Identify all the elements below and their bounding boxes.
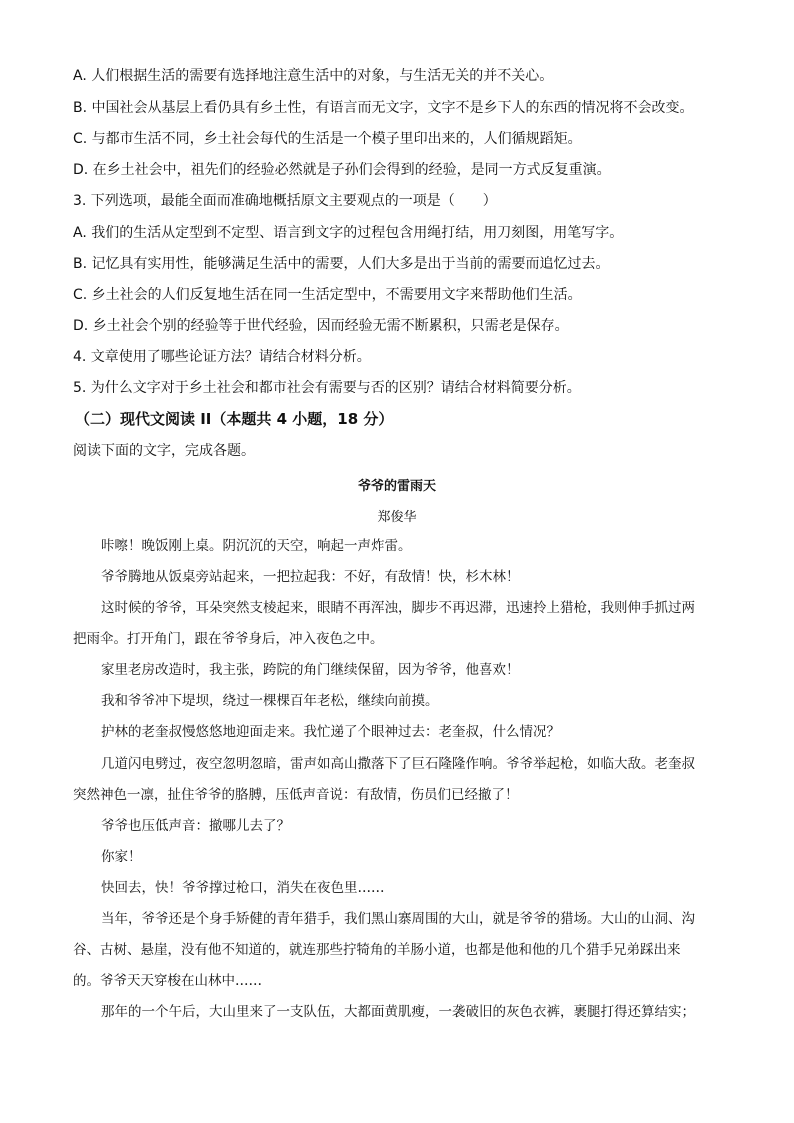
- story-paragraph: 快回去，快！爷爷撑过枪口，消失在夜色里……: [101, 880, 385, 896]
- q3-option-c: C. 乡土社会的人们反复地生活在同一生活定型中，不需要用文字来帮助他们生活。: [73, 287, 582, 303]
- story-paragraph: 你家！: [101, 849, 142, 865]
- q2-option-a: A. 人们根据生活的需要有选择地注意生活中的对象，与生活无关的并不关心。: [73, 68, 554, 84]
- q3-option-b: B. 记忆具有实用性，能够满足生活中的需要，人们大多是出于当前的需要而追忆过去。: [73, 256, 610, 272]
- story-author: 郑俊华: [377, 510, 417, 525]
- story-paragraph: 护林的老奎叔慢悠悠地迎面走来。我忙递了个眼神过去：老奎叔，什么情况？: [101, 724, 560, 740]
- story-paragraph: 突然神色一凛，扯住爷爷的胳膊，压低声音说：有敌情，伤员们已经撤了！: [73, 787, 519, 803]
- q3-stem: 3. 下列选项，最能全面而准确地概括原文主要观点的一项是（ ）: [73, 193, 497, 209]
- story-paragraph: 谷、古树、悬崖，没有他不知道的，就连那些拧犄角的羊肠小道，也都是他和他的几个猎手兄弟踩出来: [73, 942, 681, 958]
- story-paragraph: 爷爷腾地从饭桌旁站起来，一把拉起我：不好，有敌情！快，杉木林！: [101, 569, 520, 585]
- q5-stem: 5. 为什么文字对于乡土社会和都市社会有需要与否的区别？请结合材料简要分析。: [73, 380, 581, 396]
- story-paragraph: 这时候的爷爷，耳朵突然支棱起来，眼睛不再浑浊，脚步不再迟滞，迅速拎上猎枪，我则伸手抓过两: [101, 600, 695, 616]
- q2-option-c: C. 与都市生活不同，乡土社会每代的生活是一个模子里印出来的，人们循规蹈矩。: [73, 131, 582, 147]
- story-paragraph: 那年的一个午后，大山里来了一支队伍，大都面黄肌瘦，一袭破旧的灰色衣裤，裹腿打得还算结实；: [101, 1004, 695, 1020]
- story-paragraph: 爷爷也压低声音：撤哪儿去了？: [101, 818, 290, 834]
- q3-option-a: A. 我们的生活从定型到不定型、语言到文字的过程包含用绳打结，用刀刻图，用笔写字。: [73, 225, 624, 241]
- story-paragraph: 家里老房改造时，我主张，跨院的角门继续保留，因为爷爷，他喜欢！: [101, 662, 520, 678]
- story-paragraph: 把雨伞。打开角门，跟在爷爷身后，冲入夜色之中。: [73, 631, 384, 647]
- q3-option-d: D. 乡土社会个别的经验等于世代经验，因而经验无需不断累积，只需老是保存。: [73, 318, 569, 334]
- section-instruction: 阅读下面的文字，完成各题。: [73, 443, 255, 459]
- story-title: 爷爷的雷雨天: [357, 479, 436, 494]
- q2-option-d: D. 在乡土社会中，祖先们的经验必然就是子孙们会得到的经验，是同一方式反复重演。: [73, 162, 611, 178]
- section-heading: （二）现代文阅读 II（本题共 4 小题，18 分）: [75, 410, 394, 428]
- story-paragraph: 我和爷爷冲下堤坝，绕过一棵棵百年老松，继续向前摸。: [101, 693, 439, 709]
- story-paragraph: 几道闪电劈过，夜空忽明忽暗，雷声如高山撒落下了巨石隆隆作响。爷爷举起枪，如临大敌。老奎叔: [101, 756, 695, 772]
- q4-stem: 4. 文章使用了哪些论证方法？请结合材料分析。: [73, 349, 371, 365]
- story-paragraph: 咔嚓！晚饭刚上桌。阴沉沉的天空，响起一声炸雷。: [101, 538, 412, 554]
- story-paragraph: 当年，爷爷还是个身手矫健的青年猎手，我们黑山寨周围的大山，就是爷爷的猎场。大山的山洞、沟: [101, 911, 695, 927]
- q2-option-b: B. 中国社会从基层上看仍具有乡土性，有语言而无文字，文字不是乡下人的东西的情况将不会改变。: [73, 100, 694, 116]
- story-paragraph: 的。爷爷天天穿梭在山林中……: [73, 973, 262, 989]
